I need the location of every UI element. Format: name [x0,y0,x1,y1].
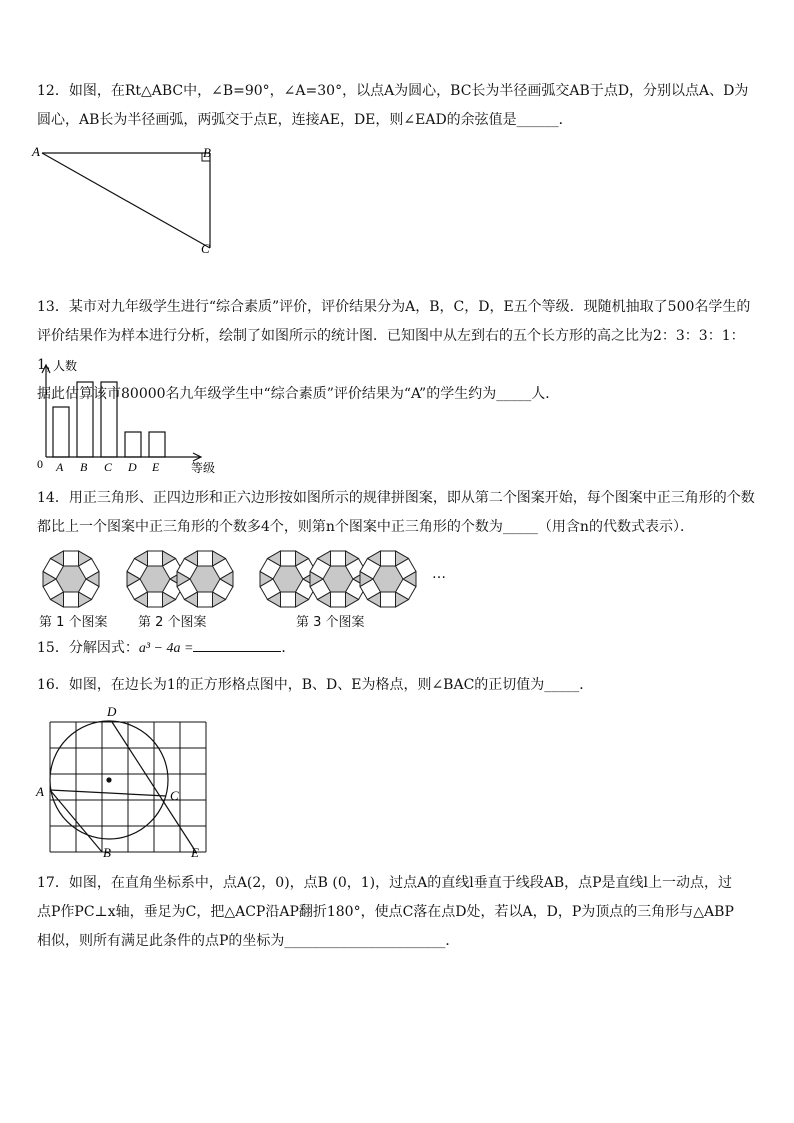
question-17 [37,869,759,956]
q13-tick-c: C [104,460,113,474]
q12-line-2: 圆心，AB长为半径画弧，两弧交于点E，连接AE，DE，则∠EAD的余弦值是______． [37,112,573,128]
q13-line-2: 评价结果作为样本进行分析，绘制了如图所示的统计图．已知图中从左到右的五个长方形的高之比为2：3：3：1：1， [37,328,745,373]
q12-label-a: A [32,144,40,159]
q13-bar-b [77,382,93,457]
question-16 [37,671,759,700]
q14-pattern-unit-3 [177,551,233,607]
q13-line-1: 13．某市对九年级学生进行“综合素质”评价，评价结果分为A，B，C，D，E五个等级．现随机抽取了500名学生的 [37,299,751,315]
q13-y-axis-label: 人数 [53,359,78,373]
q16-label-c: C [170,788,179,803]
q13-bar-c [101,382,117,457]
q17-line-2: 点P作PC⊥x轴，垂足为C，把△ACP沿AP翻折180°，使点C落在点D处，若以A，D，P为顶点的三角形与△ABP [37,904,734,920]
q14-pattern-unit-2 [127,551,183,607]
q17-line-1: 17．如图，在直角坐标系中，点A(2，0)，点B (0，1)，过点A的直线l垂直于线段AB，点P是直线l上一动点，过 [37,875,733,891]
question-12 [37,77,759,135]
q12-line-1: 12．如图，在Rt△ABC中，∠B=90°，∠A=30°，以点A为圆心，BC长为半径画弧交AB于点D，分别以点A、D为 [37,83,749,99]
q15-answer-blank[interactable] [193,637,281,652]
question-15 [37,634,759,663]
q16-label-a: A [36,784,44,799]
q14-caption-3: 第 3 个图案 [296,615,365,630]
q15-expression: a³ − 4a = [138,641,194,656]
q16-label-d: D [107,704,117,719]
q14-pattern-unit-1 [43,551,99,607]
q14-pattern-unit-4 [260,551,316,607]
q12-triangle-figure [30,140,220,258]
q13-tick-a: A [56,460,64,474]
q13-line-3: 据此估算该市80000名九年级学生中“综合素质”评价结果为“A”的学生约为_____人． [37,386,560,402]
q13-bar-chart [32,356,227,476]
q14-caption-2: 第 2 个图案 [138,615,207,630]
q16-line-1: 16．如图，在边长为1的正方形格点图中，B、D、E为格点，则∠BAC的正切值为_____． [37,677,594,693]
q14-pattern-unit-5 [310,551,366,607]
q16-label-e: E [191,845,199,860]
q17-line-3: 相似，则所有满足此条件的点P的坐标为_______________________． [37,933,460,949]
q12-label-b: B [203,145,211,160]
q14-tiling-patterns [36,546,466,612]
q16-center-dot [106,777,111,782]
q13-tick-b: B [80,460,88,474]
q13-bar-d [125,432,141,457]
q14-line-2: 都比上一个图案中正三角形的个数多4个，则第n个图案中正三角形的个数为_____（用含n的代数式表示）． [37,519,694,535]
q16-grid-figure [34,702,214,860]
q14-ellipsis: … [432,566,446,582]
q12-label-c: C [201,241,210,256]
question-14 [37,484,759,542]
q13-bar-a [53,407,69,457]
q13-tick-e: E [152,460,160,474]
q13-origin-label: 0 [37,457,43,471]
q14-pattern-unit-6 [360,551,416,607]
q14-line-1: 14．用正三角形、正四边形和正六边形按如图所示的规律拼图案，即从第二个图案开始，每个图案中正三角形的个数 [37,490,755,506]
q16-label-b: B [103,845,111,860]
q15-suffix: ． [281,640,296,656]
q13-x-axis-label: 等级 [191,461,216,475]
q13-tick-d: D [128,460,137,474]
q13-bar-e [149,432,165,457]
q15-prefix: 15．分解因式： [37,640,139,656]
q14-caption-1: 第 1 个图案 [39,615,108,630]
